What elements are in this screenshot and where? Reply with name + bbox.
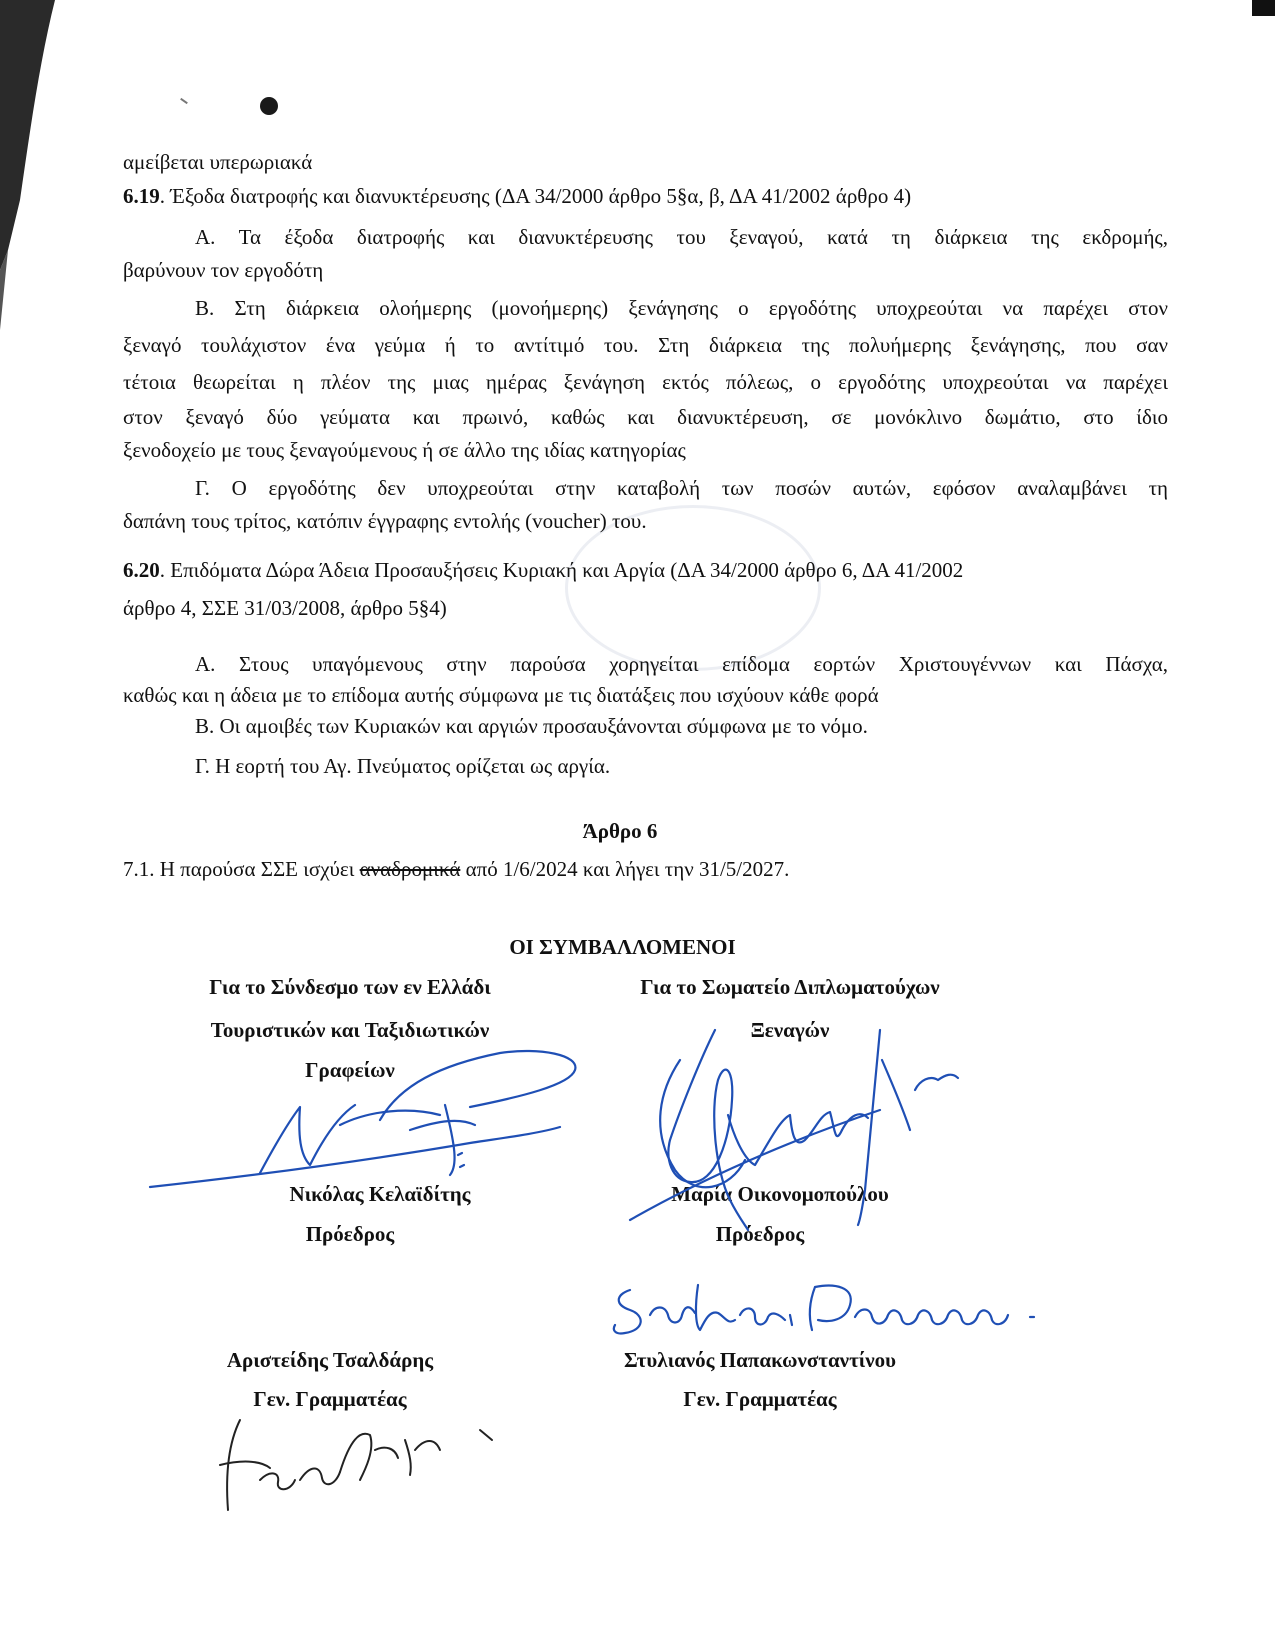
left-secretary-role: Γεν. Γραμματέας	[253, 1387, 407, 1411]
paragraph-line: Β. Οι αμοιβές των Κυριακών και αργιών προσαυξάνονται σύμφωνα με το νόμο.	[195, 714, 868, 738]
clause-text: από 1/6/2024 και λήγει την 31/5/2027.	[460, 857, 790, 881]
left-president-name: Νικόλας Κελαϊδίτης	[289, 1182, 471, 1206]
left-org-line: Τουριστικών και Ταξιδιωτικών	[210, 1018, 490, 1042]
paragraph-line: στον ξεναγό δύο γεύματα και πρωινό, καθώς και διανυκτέρευση, σε μονόκλινο δωμάτιο, στο ίδιο	[123, 405, 1168, 429]
section-number: 6.20	[123, 558, 160, 582]
clause-text: 7.1. Η παρούσα ΣΣΕ ισχύει	[123, 857, 360, 881]
left-org-line: Γραφείων	[305, 1058, 395, 1082]
section-title-line2: άρθρο 4, ΣΣΕ 31/03/2008, άρθρο 5§4)	[123, 596, 447, 620]
continuation-line: αμείβεται υπερωριακά	[123, 150, 313, 174]
paragraph-line: καθώς και η άδεια με το επίδομα αυτής σύμφωνα με τις διατάξεις που ισχύουν κάθε φορά	[123, 683, 879, 707]
section-title: . Επιδόματα Δώρα Άδεια Προσαυξήσεις Κυριακή και Αργία (ΔΑ 34/2000 άρθρο 6, ΔΑ 41/2002	[159, 558, 964, 582]
left-org-line: Για το Σύνδεσμο των εν Ελλάδι	[209, 975, 491, 999]
section-title: . Έξοδα διατροφής και διανυκτέρευσης (ΔΑ 34/2000 άρθρο 5§α, β, ΔΑ 41/2002 άρθρο 4)	[159, 184, 912, 208]
section-620-heading	[123, 558, 963, 583]
paragraph-line: ξενοδοχείο με τους ξεναγούμενους ή σε άλλο της ιδίας κατηγορίας	[123, 438, 686, 462]
paragraph-line: βαρύνουν τον εργοδότη	[123, 258, 324, 282]
left-president-role: Πρόεδρος	[305, 1222, 395, 1246]
struck-word: αναδρομικά	[359, 857, 461, 881]
left-secretary-name: Αριστείδης Τσαλδάρης	[226, 1348, 434, 1372]
signatories-heading: ΟΙ ΣΥΜΒΑΛΛΟΜΕΝΟΙ	[509, 935, 736, 959]
right-org-line: Ξεναγών	[750, 1018, 830, 1042]
section-number: 6.19	[123, 184, 160, 208]
paragraph-line: Γ. Η εορτή του Αγ. Πνεύματος ορίζεται ως αργία.	[195, 754, 611, 778]
paragraph-line: ξεναγό τουλάχιστον ένα γεύμα ή το αντίτιμό του. Στη διάρκεια της πολυήμερης ξενάγησης, που σαν	[123, 333, 1168, 357]
paragraph-line: Α. Τα έξοδα διατροφής και διανυκτέρευσης του ξεναγού, κατά τη διάρκεια της εκδρομής,	[195, 225, 1168, 249]
paragraph-line: Γ. Ο εργοδότης δεν υποχρεούται στην καταβολή των ποσών αυτών, εφόσον αναλαμβάνει τη	[195, 476, 1168, 500]
section-619-heading	[123, 184, 911, 209]
paragraph-line: τέτοια θεωρείται η πλέον της μιας ημέρας ξενάγηση εκτός πόλεως, ο εργοδότης υποχρεούται να παρέχει	[123, 370, 1168, 394]
right-president-name: Μαρία Οικονομοπούλου	[671, 1182, 889, 1206]
article-clause	[123, 857, 789, 882]
article-heading: Άρθρο 6	[582, 819, 658, 843]
paragraph-line: δαπάνη τους τρίτος, κατόπιν έγγραφης εντολής (voucher) του.	[123, 509, 647, 533]
paragraph-line: Β. Στη διάρκεια ολοήμερης (μονοήμερης) ξενάγησης ο εργοδότης υποχρεούται να παρέχει στον	[195, 296, 1168, 320]
right-president-role: Πρόεδρος	[715, 1222, 805, 1246]
paragraph-line: Α. Στους υπαγόμενους στην παρούσα χορηγείται επίδομα εορτών Χριστουγέννων και Πάσχα,	[195, 652, 1168, 676]
right-org-line: Για το Σωματείο Διπλωματούχων	[640, 975, 940, 999]
right-secretary-name: Στυλιανός Παπακωνσταντίνου	[623, 1348, 897, 1372]
right-secretary-role: Γεν. Γραμματέας	[683, 1387, 837, 1411]
